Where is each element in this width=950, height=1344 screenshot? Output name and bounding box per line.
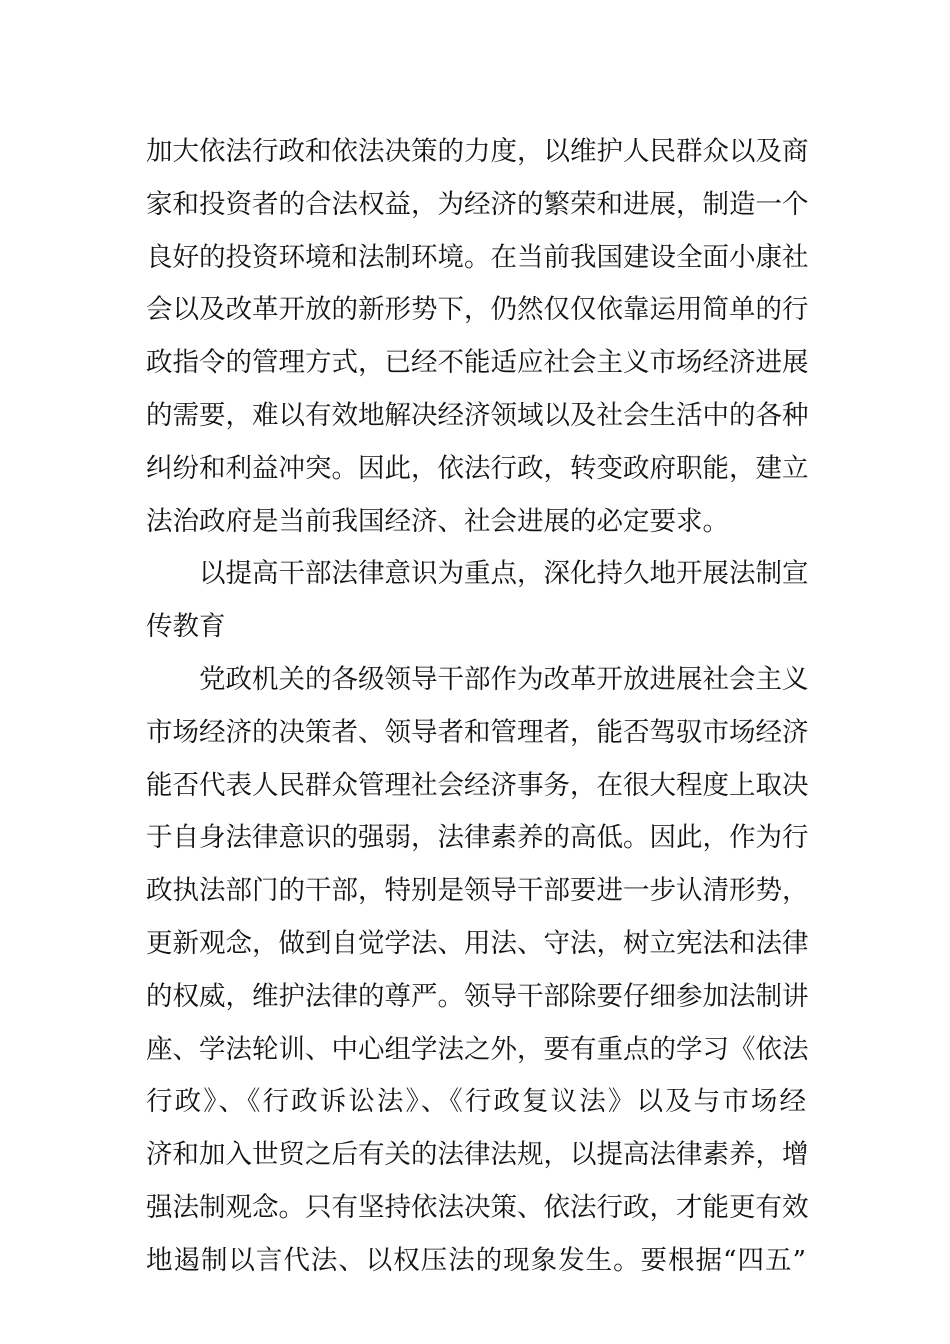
text-line: 济和加入世贸之后有关的法律法规，以提高法律素养，增 xyxy=(146,1139,809,1171)
text-line: 加大依法行政和依法决策的力度，以维护人民群众以及商 xyxy=(146,136,809,167)
paragraph-2-heading xyxy=(146,548,809,654)
text-line: 地遏制以言代法、以权压法的现象发生。要根据“四五” xyxy=(146,1244,806,1276)
text-line: 行政》、《行政诉讼法》、《行政复议法》以及与市场经 xyxy=(146,1086,806,1118)
text-line: 的需要，难以有效地解决经济领域以及社会生活中的各种 xyxy=(146,399,809,431)
text-line: 更新观念，做到自觉学法、用法、守法，树立宪法和法律 xyxy=(146,927,809,959)
text-line: 的权威，维护法律的尊严。领导干部除要仔细参加法制讲 xyxy=(146,980,809,1012)
text-line: 政执法部门的干部，特别是领导干部要进一步认清形势， xyxy=(146,875,809,907)
document-body xyxy=(146,126,809,1288)
text-line: 法治政府是当前我国经济、社会进展的必定要求。 xyxy=(146,505,729,537)
text-line: 政指令的管理方式，已经不能适应社会主义市场经济进展 xyxy=(146,347,809,379)
text-line: 良好的投资环境和法制环境。在当前我国建设全面小康社 xyxy=(146,241,809,273)
text-line: 于自身法律意识的强弱，法律素养的高低。因此，作为行 xyxy=(146,822,809,854)
paragraph-3 xyxy=(146,654,809,1288)
text-line: 以提高干部法律意识为重点，深化持久地开展法制宣 xyxy=(199,558,809,590)
text-line: 座、学法轮训、中心组学法之外，要有重点的学习《依法 xyxy=(146,1033,809,1065)
text-line: 党政机关的各级领导干部作为改革开放进展社会主义 xyxy=(199,663,809,695)
text-line: 家和投资者的合法权益，为经济的繁荣和进展，制造一个 xyxy=(146,188,809,220)
text-line: 纠纷和利益冲突。因此，依法行政，转变政府职能，建立 xyxy=(146,452,809,484)
text-line: 强法制观念。只有坚持依法决策、依法行政，才能更有效 xyxy=(146,1191,809,1223)
text-line: 能否代表人民群众管理社会经济事务，在很大程度上取决 xyxy=(146,769,809,801)
text-line: 会以及改革开放的新形势下，仍然仅仅依靠运用简单的行 xyxy=(146,294,809,326)
paragraph-1 xyxy=(146,126,809,548)
text-line: 传教育 xyxy=(146,611,226,643)
text-line: 市场经济的决策者、领导者和管理者，能否驾驭市场经济 xyxy=(146,716,809,748)
